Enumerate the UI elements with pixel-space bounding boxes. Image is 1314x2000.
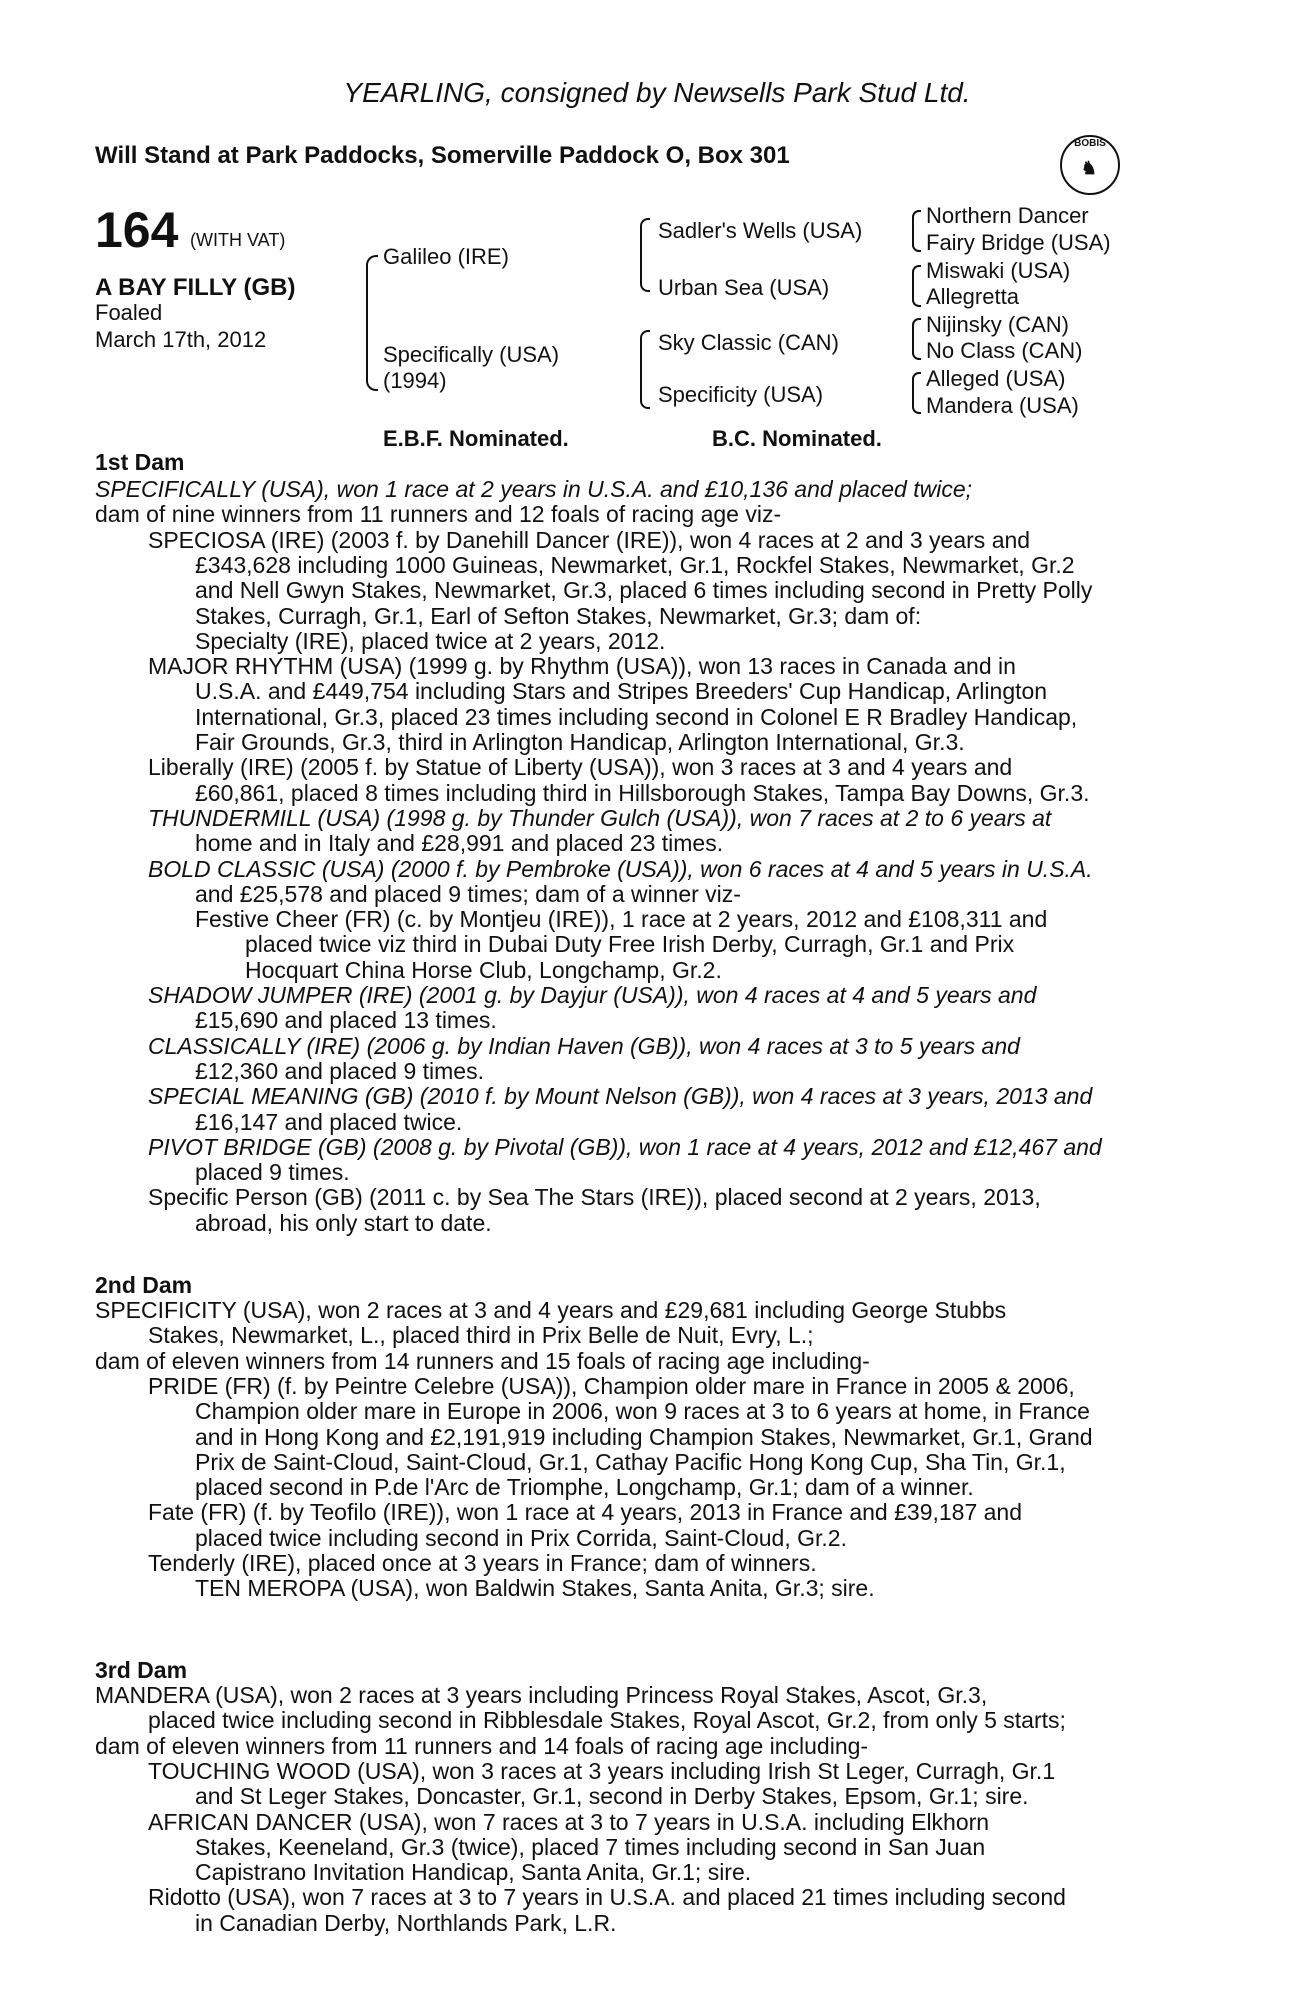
sire-bracket — [640, 218, 650, 292]
dam2-line: Champion older mare in Europe in 2006, won 9 races at 3 to 6 years at home, in France — [195, 1398, 1090, 1424]
sire-sire: Sadler's Wells (USA) — [658, 218, 863, 243]
dam1-line: PIVOT BRIDGE (GB) (2008 g. by Pivotal (GB)), won 1 race at 4 years, 2012 and £12,467 and — [148, 1134, 1102, 1160]
ebf-nomination: E.B.F. Nominated. — [383, 426, 569, 451]
dam3-line: Stakes, Keeneland, Gr.3 (twice), placed 7 times including second in San Juan — [195, 1834, 986, 1860]
dam-bracket — [640, 330, 650, 409]
dam2-line: and in Hong Kong and £2,191,919 including Champion Stakes, Newmarket, Gr.1, Grand — [195, 1424, 1093, 1450]
dam2-line: dam of eleven winners from 14 runners and 15 foals of racing age including- — [95, 1348, 870, 1374]
g-bracket-4 — [912, 372, 921, 414]
foaled-label: Foaled — [95, 300, 163, 325]
dam: Specifically (USA) — [383, 342, 560, 367]
bobis-logo — [1060, 135, 1120, 195]
first-dam-heading: 1st Dam — [95, 449, 185, 475]
dam3-line: MANDERA (USA), won 2 races at 3 years including Princess Royal Stakes, Ascot, Gr.3, — [95, 1682, 988, 1708]
dam1-line: £12,360 and placed 9 times. — [195, 1058, 484, 1084]
dam2-line: placed second in P.de l'Arc de Triomphe, Longchamp, Gr.1; dam of a winner. — [195, 1474, 974, 1500]
dam-sire: Sky Classic (CAN) — [658, 330, 839, 355]
dam1-line: £16,147 and placed twice. — [195, 1109, 463, 1135]
ancestor-3: Miswaki (USA) — [926, 258, 1071, 283]
second-dam-heading: 2nd Dam — [95, 1272, 193, 1298]
dam3-line: dam of eleven winners from 11 runners and 14 foals of racing age including- — [95, 1733, 869, 1759]
g-bracket-2 — [912, 265, 921, 307]
dam3-line: Ridotto (USA), won 7 races at 3 to 7 years in U.S.A. and placed 21 times including second — [148, 1884, 1066, 1910]
dam1-line: MAJOR RHYTHM (USA) (1999 g. by Rhythm (USA)), won 13 races in Canada and in — [148, 653, 1016, 679]
dam1-line: SHADOW JUMPER (IRE) (2001 g. by Dayjur (USA)), won 4 races at 4 and 5 years and — [148, 982, 1037, 1008]
third-dam-heading: 3rd Dam — [95, 1657, 188, 1683]
stand-location: Will Stand at Park Paddocks, Somerville Paddock O, Box 301 — [95, 142, 790, 169]
dam3-line: Capistrano Invitation Handicap, Santa Anita, Gr.1; sire. — [195, 1859, 752, 1885]
foaled-date: March 17th, 2012 — [95, 327, 267, 352]
ancestor-2: Fairy Bridge (USA) — [926, 230, 1111, 255]
dam2-line: Tenderly (IRE), placed once at 3 years in France; dam of winners. — [148, 1550, 817, 1576]
dam3-line: and St Leger Stakes, Doncaster, Gr.1, second in Derby Stakes, Epsom, Gr.1; sire. — [195, 1783, 1029, 1809]
dam1-line: SPECIAL MEANING (GB) (2010 f. by Mount Nelson (GB)), won 4 races at 3 years, 2013 and — [148, 1083, 1093, 1109]
dam1-line: Hocquart China Horse Club, Longchamp, Gr.2. — [245, 957, 722, 983]
dam2-line: Fate (FR) (f. by Teofilo (IRE)), won 1 race at 4 years, 2013 in France and £39,187 and — [148, 1499, 1023, 1525]
dam2-line: placed twice including second in Prix Corrida, Saint-Cloud, Gr.2. — [195, 1525, 847, 1551]
dam-year: (1994) — [383, 368, 447, 393]
dam3-line: in Canadian Derby, Northlands Park, L.R. — [195, 1910, 617, 1936]
dam-dam: Specificity (USA) — [658, 382, 824, 407]
bc-nomination: B.C. Nominated. — [712, 426, 882, 451]
ancestor-6: No Class (CAN) — [926, 338, 1083, 363]
ancestor-4: Allegretta — [926, 284, 1019, 309]
dam1-line: International, Gr.3, placed 23 times including second in Colonel E R Bradley Handicap, — [195, 704, 1078, 730]
dam1-line: BOLD CLASSIC (USA) (2000 f. by Pembroke (USA)), won 6 races at 4 and 5 years in U.S.A. — [148, 856, 1093, 882]
dam1-line: and Nell Gwyn Stakes, Newmarket, Gr.3, placed 6 times including second in Pretty Polly — [195, 577, 1093, 603]
dam2-line: SPECIFICITY (USA), won 2 races at 3 and 4 years and £29,681 including George Stubbs — [95, 1297, 1007, 1323]
horse-name: A BAY FILLY (GB) — [95, 274, 296, 301]
dam1-line: Fair Grounds, Gr.3, third in Arlington Handicap, Arlington International, Gr.3. — [195, 729, 965, 755]
dam1-line: SPECIOSA (IRE) (2003 f. by Danehill Dancer (IRE)), won 4 races at 2 and 3 years and — [148, 527, 1031, 553]
dam1-line: abroad, his only start to date. — [195, 1210, 492, 1236]
dam2-line: Prix de Saint-Cloud, Saint-Cloud, Gr.1, Cathay Pacific Hong Kong Cup, Sha Tin, Gr.1, — [195, 1449, 1066, 1475]
dam1-line: home and in Italy and £28,991 and placed 23 times. — [195, 830, 724, 856]
dam1-line: Specific Person (GB) (2011 c. by Sea The Stars (IRE)), placed second at 2 years, 2013, — [148, 1184, 1041, 1210]
dam2-line: Stakes, Newmarket, L., placed third in Prix Belle de Nuit, Evry, L.; — [148, 1322, 814, 1348]
dam1-line: Stakes, Curragh, Gr.1, Earl of Sefton Stakes, Newmarket, Gr.3; dam of: — [195, 603, 922, 629]
catalogue-header: YEARLING, consigned by Newsells Park Stud Ltd. — [343, 77, 971, 108]
dam1-line: dam of nine winners from 11 runners and 12 foals of racing age viz- — [95, 501, 782, 527]
dam1-line: THUNDERMILL (USA) (1998 g. by Thunder Gulch (USA)), won 7 races at 2 to 6 years at — [148, 805, 1052, 831]
ancestor-7: Alleged (USA) — [926, 366, 1066, 391]
dam3-line: AFRICAN DANCER (USA), won 7 races at 3 to 7 years in U.S.A. including Elkhorn — [148, 1809, 990, 1835]
sire-dam-bracket — [366, 255, 378, 391]
g-bracket-1 — [912, 210, 921, 252]
dam3-line: placed twice including second in Ribblesdale Stakes, Royal Ascot, Gr.2, from only 5 starts; — [148, 1707, 1066, 1733]
dam1-line: £60,861, placed 8 times including third in Hillsborough Stakes, Tampa Bay Downs, Gr.3. — [195, 780, 1090, 806]
dam3-line: TOUCHING WOOD (USA), won 3 races at 3 years including Irish St Leger, Curragh, Gr.1 — [148, 1758, 1056, 1784]
dam1-line: Specialty (IRE), placed twice at 2 years, 2012. — [195, 628, 666, 654]
dam1-line: and £25,578 and placed 9 times; dam of a winner viz- — [195, 881, 741, 907]
dam1-line: placed 9 times. — [195, 1159, 350, 1185]
g-bracket-3 — [912, 318, 921, 360]
horse-icon: ♞ — [1080, 158, 1098, 178]
ancestor-1: Northern Dancer — [926, 203, 1089, 228]
sire-dam: Urban Sea (USA) — [658, 275, 830, 300]
dam2-line: PRIDE (FR) (f. by Peintre Celebre (USA)), Champion older mare in France in 2005 & 2006, — [148, 1373, 1075, 1399]
dam2-line: TEN MEROPA (USA), won Baldwin Stakes, Santa Anita, Gr.3; sire. — [195, 1575, 875, 1601]
ancestor-5: Nijinsky (CAN) — [926, 312, 1069, 337]
ancestor-8: Mandera (USA) — [926, 393, 1079, 418]
dam1-line: Festive Cheer (FR) (c. by Montjeu (IRE)), 1 race at 2 years, 2012 and £108,311 and — [195, 906, 1048, 932]
sire: Galileo (IRE) — [383, 244, 509, 269]
lot-number: 164 — [95, 202, 179, 258]
dam1-line: £343,628 including 1000 Guineas, Newmarket, Gr.1, Rockfel Stakes, Newmarket, Gr.2 — [195, 552, 1075, 578]
dam1-line: £15,690 and placed 13 times. — [195, 1007, 497, 1033]
bobis-logo-text: BOBIS — [1074, 138, 1106, 149]
lot-vat: (WITH VAT) — [190, 230, 286, 250]
dam1-line: Liberally (IRE) (2005 f. by Statue of Liberty (USA)), won 3 races at 3 and 4 years and — [148, 754, 1013, 780]
dam1-line: U.S.A. and £449,754 including Stars and Stripes Breeders' Cup Handicap, Arlington — [195, 678, 1048, 704]
dam1-line: CLASSICALLY (IRE) (2006 g. by Indian Haven (GB)), won 4 races at 3 to 5 years and — [148, 1033, 1020, 1059]
dam1-line: SPECIFICALLY (USA), won 1 race at 2 years in U.S.A. and £10,136 and placed twice; — [95, 476, 973, 502]
dam1-line: placed twice viz third in Dubai Duty Free Irish Derby, Curragh, Gr.1 and Prix — [245, 931, 1015, 957]
